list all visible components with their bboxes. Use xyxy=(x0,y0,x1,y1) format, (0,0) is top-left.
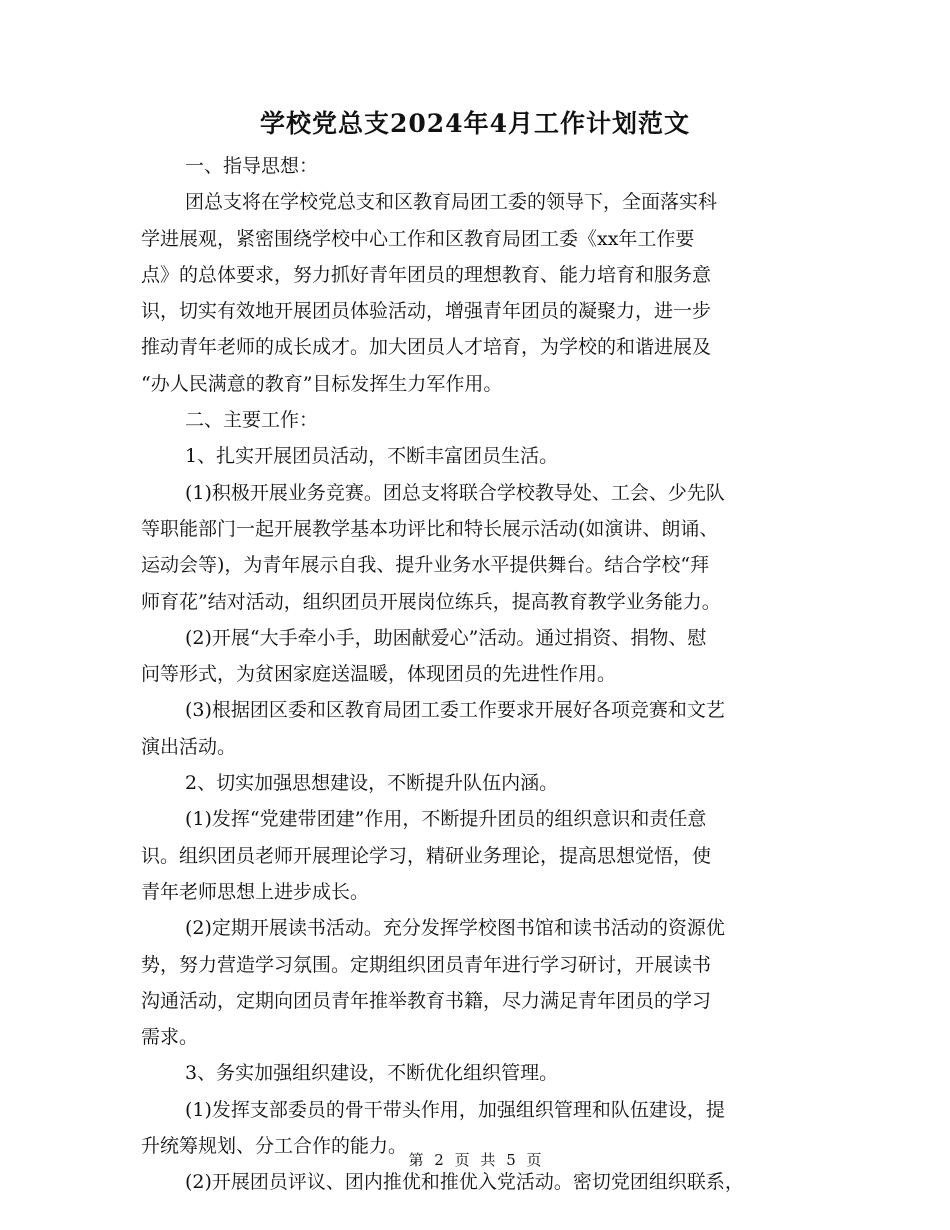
text-line: 2、切实加强思想建设，不断提升队伍内涵。 xyxy=(185,772,559,795)
text-line: 识。组织团员老师开展理论学习，精研业务理论，提高思想觉悟，使 xyxy=(141,844,712,867)
document-title: 学校党总支2024年4月工作计划范文 xyxy=(260,109,690,138)
text-line: (1)发挥支部委员的骨干带头作用，加强组织管理和队伍建设，提 xyxy=(185,1098,725,1121)
text-line: 需求。 xyxy=(141,1026,199,1049)
text-line: 演出活动。 xyxy=(141,735,237,758)
text-line: (3)根据团区委和区教育局团工委工作要求开展好各项竞赛和文艺 xyxy=(185,699,725,722)
text-line: 一、指导思想： xyxy=(185,155,319,177)
text-line: 问等形式，为贫困家庭送温暖，体现团员的先进性作用。 xyxy=(141,663,617,686)
footer-ye2: 页 xyxy=(526,1151,542,1169)
text-line: 1、扎实开展团员活动，不断丰富团员生活。 xyxy=(185,445,559,468)
text-line: 团总支将在学校党总支和区教育局团工委的领导下，全面落实科 xyxy=(185,191,718,214)
footer-page-number: 2 xyxy=(434,1151,444,1169)
text-line: “办人民满意的教育”目标发挥生力军作用。 xyxy=(141,372,503,395)
page-footer xyxy=(0,1148,950,1172)
footer-total-pages: 5 xyxy=(506,1151,516,1169)
text-line: 运动会等)，为青年展示自我、提升业务水平提供舞台。结合学校“拜 xyxy=(141,554,710,577)
text-line: (2)开展“大手牵小手，助困献爱心”活动。通过捐资、捐物、慰 xyxy=(185,626,707,649)
text-line: 推动青年老师的成长成才。加大团员人才培育，为学校的和谐进展及 xyxy=(141,336,712,359)
text-line: 点》的总体要求，努力抓好青年团员的理想教育、能力培育和服务意 xyxy=(141,263,712,286)
document-body xyxy=(141,148,813,1201)
footer-di: 第 xyxy=(408,1151,424,1169)
text-line: (2)定期开展读书活动。充分发挥学校图书馆和读书活动的资源优 xyxy=(185,917,725,940)
text-line: 青年老师思想上进步成长。 xyxy=(141,880,370,903)
text-line: 势，努力营造学习氛围。定期组织团员青年进行学习研讨，开展读书 xyxy=(141,953,712,976)
footer-ye: 页 xyxy=(454,1151,470,1169)
text-line: 升统筹规划、分工合作的能力。 xyxy=(141,1135,408,1158)
footer-gong: 共 xyxy=(480,1151,496,1169)
text-line: 二、主要工作： xyxy=(185,409,319,432)
text-line: 识，切实有效地开展团员体验活动，增强青年团员的凝聚力，进一步 xyxy=(141,300,712,323)
text-line: (1)发挥“党建带团建”作用，不断提升团员的组织意识和责任意 xyxy=(185,808,707,831)
text-line: 学进展观，紧密围绕学校中心工作和区教育局团工委《xx年工作要 xyxy=(141,227,695,250)
text-line: 师育花”结对活动，组织团员开展岗位练兵，提高教育教学业务能力。 xyxy=(141,590,721,613)
text-line: 3、务实加强组织建设，不断优化组织管理。 xyxy=(185,1062,559,1085)
text-line: 沟通活动，定期向团员青年推举教育书籍，尽力满足青年团员的学习 xyxy=(141,989,712,1012)
text-line: 等职能部门一起开展教学基本功评比和特长展示活动(如演讲、朗诵、 xyxy=(141,517,719,540)
text-line: (1)积极开展业务竞赛。团总支将联合学校教导处、工会、少先队 xyxy=(185,481,725,504)
text-line: (2)开展团员评议、团内推优和推优入党活动。密切党团组织联系， xyxy=(185,1171,744,1194)
